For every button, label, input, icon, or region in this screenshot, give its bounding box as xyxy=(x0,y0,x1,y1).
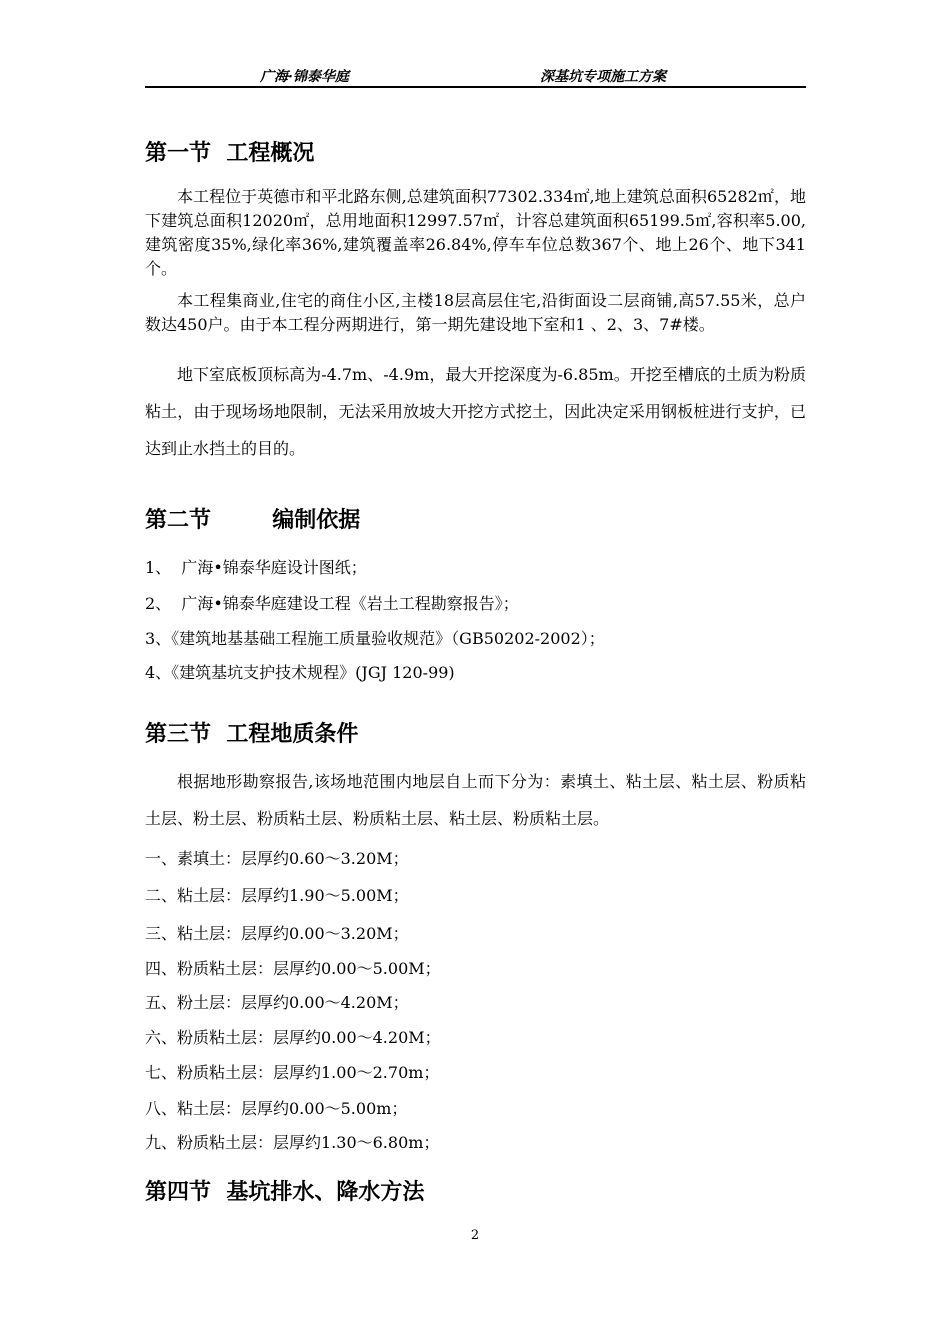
soil-layer-item: 五、粉土层：层厚约0.00～4.20M； xyxy=(145,993,409,1012)
reference-item: 2、 广海•锦泰华庭建设工程《岩土工程勘察报告》； xyxy=(145,594,519,613)
soil-layer-item: 三、粘土层：层厚约0.00～3.20M； xyxy=(145,924,409,943)
soil-layer-item: 二、粘土层：层厚约1.90～5.00M； xyxy=(145,886,409,905)
section-3-title: 第三节 工程地质条件 xyxy=(145,722,359,747)
soil-layer-item: 四、粉质粘土层：层厚约0.00～5.00M； xyxy=(145,959,441,978)
soil-layer-item: 九、粉质粘土层：层厚约1.30～6.80m； xyxy=(145,1133,440,1152)
page-header xyxy=(145,60,806,88)
reference-item: 4、《建筑基坑支护技术规程》(JGJ 120-99) xyxy=(145,663,455,682)
section-1-title: 第一节 工程概况 xyxy=(145,141,315,166)
section-1-paragraph-2: 本工程集商业,住宅的商住小区,主楼18层高层住宅,沿街面设二层商铺,高57.55米，总户数达450户。由于本工程分两期进行，第一期先建设地下室和1 、2、3、7#楼。 xyxy=(145,291,806,334)
soil-layer-item: 六、粉质粘土层：层厚约0.00～4.20M； xyxy=(145,1028,441,1047)
soil-layer-item: 八、粘土层：层厚约0.00～5.00m； xyxy=(145,1099,408,1118)
section-2-title: 第二节 编制依据 xyxy=(145,508,361,533)
header-document-title: 深基坑专项施工方案 xyxy=(540,69,666,85)
section-1-paragraph-3: 地下室底板顶标高为-4.7m、-4.9m，最大开挖深度为-6.85m。开挖至槽底的土质为粉质粘土，由于现场场地限制，无法采用放坡大开挖方式挖土，因此决定采用钢板桩进行支护，已达到止水挡土的目的。 xyxy=(145,365,806,458)
section-1-paragraph-1: 本工程位于英德市和平北路东侧,总建筑面积77302.334㎡,地上建筑总面积65282㎡，地下建筑总面积12020㎡，总用地面积12997.57㎡，计容总建筑面积65199.5㎡,容积率5.00,建筑密度35%,绿化率36%,建筑覆盖率26.84%,停车车位总数367个、地上26个、地下341个。 xyxy=(145,187,806,278)
header-project-name: 广海·锦泰华庭 xyxy=(260,69,349,85)
section-3-intro: 根据地形勘察报告,该场地范围内地层自上而下分为：素填土、粘土层、粘土层、粉质粘土层、粉土层、粉质粘土层、粉质粘土层、粘土层、粉质粘土层。 xyxy=(145,772,806,828)
reference-item: 3、《建筑地基基础工程施工质量验收规范》（GB50202-2002）； xyxy=(145,629,605,648)
soil-layer-item: 一、素填土：层厚约0.60～3.20M； xyxy=(145,849,409,868)
reference-item: 1、 广海•锦泰华庭设计图纸； xyxy=(145,558,367,577)
soil-layer-item: 七、粉质粘土层：层厚约1.00～2.70m； xyxy=(145,1063,440,1082)
page-number: 2 xyxy=(470,1228,480,1243)
section-4-title: 第四节 基坑排水、降水方法 xyxy=(145,1180,425,1205)
